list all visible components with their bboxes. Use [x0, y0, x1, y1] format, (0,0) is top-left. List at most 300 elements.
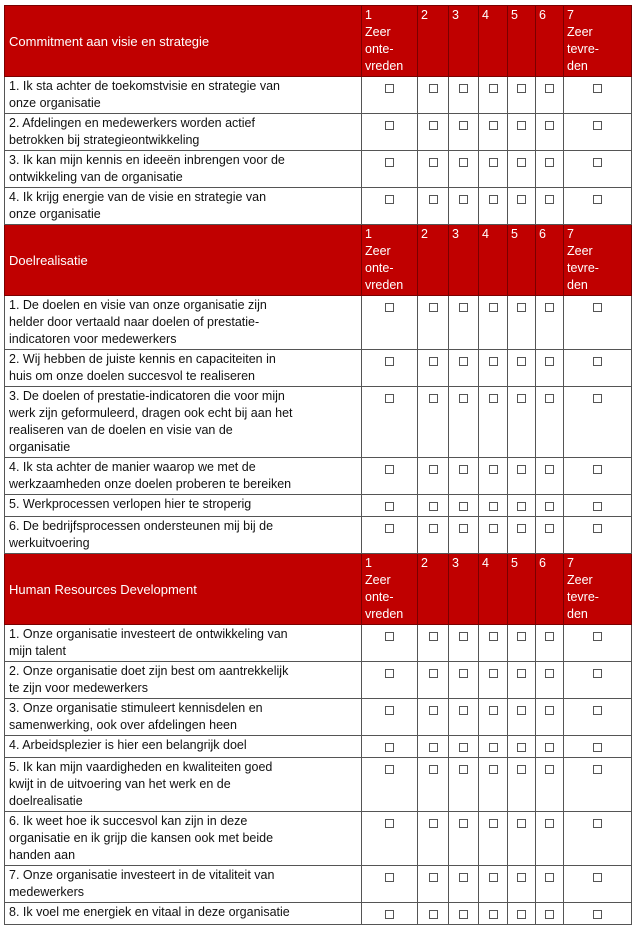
rating-checkbox-5[interactable] [517, 910, 526, 919]
rating-checkbox-5[interactable] [517, 819, 526, 828]
rating-checkbox-1[interactable] [385, 910, 394, 919]
rating-checkbox-6[interactable] [545, 465, 554, 474]
scale-header-line: 4 [482, 8, 489, 22]
scale-header-line: 6 [539, 8, 546, 22]
rating-checkbox-6[interactable] [545, 669, 554, 678]
rating-checkbox-5[interactable] [517, 195, 526, 204]
rating-checkbox-2[interactable] [429, 669, 438, 678]
section-header-row [5, 554, 632, 625]
rating-cell [508, 296, 536, 350]
rating-cell [479, 517, 508, 554]
rating-cell [508, 151, 536, 188]
scale-header-line: 2 [421, 556, 428, 570]
scale-header-2 [418, 554, 449, 625]
question-row [5, 625, 632, 662]
question-text [5, 350, 362, 387]
rating-cell [508, 387, 536, 458]
rating-checkbox-7[interactable] [593, 303, 602, 312]
scale-header-line: Zeer [365, 244, 391, 258]
question-line: organisatie en ik grijp die kansen ook met beide [9, 831, 274, 845]
question-row [5, 296, 632, 350]
rating-cell [418, 625, 449, 662]
rating-cell [564, 77, 632, 114]
rating-checkbox-7[interactable] [593, 394, 602, 403]
question-line: 2. Onze organisatie doet zijn best om aantrekkelijk [9, 664, 289, 678]
question-row [5, 151, 632, 188]
rating-cell [418, 77, 449, 114]
rating-cell [418, 495, 449, 517]
rating-checkbox-1[interactable] [385, 873, 394, 882]
rating-checkbox-7[interactable] [593, 819, 602, 828]
question-text [5, 114, 362, 151]
rating-checkbox-5[interactable] [517, 303, 526, 312]
rating-checkbox-7[interactable] [593, 502, 602, 511]
rating-cell [479, 662, 508, 699]
scale-header-5 [508, 6, 536, 77]
scale-header-line: 7 [567, 227, 574, 241]
rating-checkbox-1[interactable] [385, 632, 394, 641]
rating-checkbox-6[interactable] [545, 743, 554, 752]
rating-checkbox-6[interactable] [545, 158, 554, 167]
rating-cell [536, 151, 564, 188]
rating-checkbox-2[interactable] [429, 121, 438, 130]
scale-header-6 [536, 6, 564, 77]
question-line: 6. Ik weet hoe ik succesvol kan zijn in deze [9, 814, 248, 828]
rating-checkbox-7[interactable] [593, 910, 602, 919]
rating-cell [508, 903, 536, 925]
rating-checkbox-6[interactable] [545, 357, 554, 366]
rating-checkbox-6[interactable] [545, 873, 554, 882]
rating-cell [536, 812, 564, 866]
rating-checkbox-6[interactable] [545, 632, 554, 641]
rating-cell [564, 903, 632, 925]
rating-checkbox-6[interactable] [545, 303, 554, 312]
scale-header-line: 3 [452, 8, 459, 22]
rating-cell [449, 812, 479, 866]
rating-cell [362, 758, 418, 812]
question-text [5, 151, 362, 188]
rating-cell [479, 458, 508, 495]
rating-checkbox-2[interactable] [429, 765, 438, 774]
scale-header-7 [564, 225, 632, 296]
rating-checkbox-7[interactable] [593, 706, 602, 715]
rating-checkbox-5[interactable] [517, 465, 526, 474]
section-title: Commitment aan visie en strategie [5, 6, 362, 77]
rating-checkbox-2[interactable] [429, 743, 438, 752]
question-line: 2. Wij hebben de juiste kennis en capaciteiten in [9, 352, 276, 366]
rating-cell [479, 736, 508, 758]
rating-checkbox-3[interactable] [459, 158, 468, 167]
rating-checkbox-4[interactable] [489, 84, 498, 93]
rating-checkbox-5[interactable] [517, 121, 526, 130]
question-text [5, 758, 362, 812]
rating-checkbox-5[interactable] [517, 394, 526, 403]
rating-cell [362, 188, 418, 225]
rating-cell [362, 699, 418, 736]
rating-checkbox-2[interactable] [429, 357, 438, 366]
rating-cell [449, 758, 479, 812]
rating-checkbox-4[interactable] [489, 357, 498, 366]
rating-checkbox-4[interactable] [489, 669, 498, 678]
rating-cell [508, 77, 536, 114]
scale-header-1 [362, 554, 418, 625]
scale-header-3 [449, 225, 479, 296]
rating-checkbox-3[interactable] [459, 743, 468, 752]
rating-checkbox-1[interactable] [385, 121, 394, 130]
section-header-row [5, 225, 632, 296]
rating-cell [508, 736, 536, 758]
rating-checkbox-1[interactable] [385, 502, 394, 511]
rating-checkbox-4[interactable] [489, 743, 498, 752]
question-text [5, 188, 362, 225]
rating-checkbox-5[interactable] [517, 357, 526, 366]
question-row [5, 495, 632, 517]
rating-cell [536, 495, 564, 517]
scale-header-5 [508, 225, 536, 296]
rating-cell [479, 188, 508, 225]
rating-checkbox-5[interactable] [517, 669, 526, 678]
question-line: 1. Onze organisatie investeert de ontwikkeling van [9, 627, 288, 641]
rating-cell [449, 495, 479, 517]
rating-checkbox-7[interactable] [593, 632, 602, 641]
rating-checkbox-2[interactable] [429, 465, 438, 474]
rating-checkbox-4[interactable] [489, 394, 498, 403]
rating-cell [479, 495, 508, 517]
question-line: 2. Afdelingen en medewerkers worden actief [9, 116, 255, 130]
rating-checkbox-3[interactable] [459, 394, 468, 403]
scale-header-7 [564, 6, 632, 77]
rating-checkbox-2[interactable] [429, 158, 438, 167]
scale-header-line: 5 [511, 227, 518, 241]
rating-cell [536, 296, 564, 350]
rating-cell [362, 517, 418, 554]
question-line: werk zijn geformuleerd, dragen ook echt bij aan het [9, 406, 293, 420]
rating-cell [449, 903, 479, 925]
rating-checkbox-6[interactable] [545, 84, 554, 93]
rating-checkbox-1[interactable] [385, 394, 394, 403]
scale-header-line: tevre- [567, 42, 599, 56]
rating-checkbox-5[interactable] [517, 765, 526, 774]
rating-checkbox-5[interactable] [517, 632, 526, 641]
scale-header-line: 4 [482, 227, 489, 241]
rating-checkbox-6[interactable] [545, 121, 554, 130]
survey-body [5, 6, 632, 925]
rating-checkbox-7[interactable] [593, 524, 602, 533]
question-text [5, 699, 362, 736]
rating-checkbox-3[interactable] [459, 303, 468, 312]
rating-checkbox-2[interactable] [429, 303, 438, 312]
rating-cell [536, 350, 564, 387]
question-line: kwijt in de uitvoering van het werk en de [9, 777, 231, 791]
rating-cell [536, 662, 564, 699]
rating-checkbox-1[interactable] [385, 743, 394, 752]
question-line: samenwerking, ook over afdelingen heen [9, 718, 237, 732]
question-line: organisatie [9, 440, 71, 454]
rating-cell [449, 350, 479, 387]
question-row [5, 458, 632, 495]
question-row [5, 662, 632, 699]
scale-header-line: 7 [567, 8, 574, 22]
question-line: betrokken bij strategieontwikkeling [9, 133, 200, 147]
rating-checkbox-5[interactable] [517, 524, 526, 533]
rating-checkbox-4[interactable] [489, 910, 498, 919]
rating-cell [508, 495, 536, 517]
rating-checkbox-1[interactable] [385, 158, 394, 167]
rating-checkbox-4[interactable] [489, 706, 498, 715]
rating-checkbox-7[interactable] [593, 357, 602, 366]
scale-header-line: tevre- [567, 590, 599, 604]
question-line: helder door vertaald naar doelen of prestatie- [9, 315, 260, 329]
scale-header-2 [418, 225, 449, 296]
rating-checkbox-1[interactable] [385, 357, 394, 366]
rating-checkbox-6[interactable] [545, 706, 554, 715]
rating-cell [479, 812, 508, 866]
rating-checkbox-3[interactable] [459, 84, 468, 93]
question-line: 8. Ik voel me energiek en vitaal in deze organisatie [9, 905, 290, 919]
rating-checkbox-7[interactable] [593, 158, 602, 167]
rating-checkbox-5[interactable] [517, 502, 526, 511]
rating-cell [564, 350, 632, 387]
rating-checkbox-5[interactable] [517, 873, 526, 882]
question-row [5, 699, 632, 736]
scale-header-7 [564, 554, 632, 625]
scale-header-line: 3 [452, 227, 459, 241]
rating-checkbox-1[interactable] [385, 84, 394, 93]
rating-checkbox-6[interactable] [545, 819, 554, 828]
scale-header-6 [536, 554, 564, 625]
scale-header-1 [362, 6, 418, 77]
rating-checkbox-3[interactable] [459, 669, 468, 678]
rating-checkbox-4[interactable] [489, 873, 498, 882]
rating-checkbox-3[interactable] [459, 765, 468, 774]
scale-header-line: vreden [365, 607, 404, 621]
rating-cell [449, 736, 479, 758]
rating-checkbox-6[interactable] [545, 502, 554, 511]
rating-cell [508, 662, 536, 699]
rating-cell [564, 625, 632, 662]
question-text [5, 458, 362, 495]
rating-checkbox-2[interactable] [429, 873, 438, 882]
question-line: realiseren van de doelen en visie van de [9, 423, 233, 437]
rating-cell [418, 517, 449, 554]
question-line: huis om onze doelen succesvol te realiseren [9, 369, 255, 383]
rating-checkbox-7[interactable] [593, 195, 602, 204]
rating-checkbox-2[interactable] [429, 394, 438, 403]
rating-checkbox-1[interactable] [385, 819, 394, 828]
rating-checkbox-6[interactable] [545, 394, 554, 403]
rating-cell [536, 736, 564, 758]
rating-checkbox-2[interactable] [429, 502, 438, 511]
rating-checkbox-3[interactable] [459, 819, 468, 828]
rating-cell [362, 812, 418, 866]
scale-header-line: Zeer [365, 573, 391, 587]
rating-cell [564, 699, 632, 736]
rating-checkbox-6[interactable] [545, 195, 554, 204]
rating-cell [479, 699, 508, 736]
rating-checkbox-4[interactable] [489, 524, 498, 533]
rating-cell [536, 114, 564, 151]
question-line: 4. Ik krijg energie van de visie en strategie van [9, 190, 267, 204]
rating-checkbox-3[interactable] [459, 873, 468, 882]
rating-checkbox-3[interactable] [459, 195, 468, 204]
rating-cell [418, 188, 449, 225]
scale-header-line: Zeer [365, 25, 391, 39]
rating-cell [362, 77, 418, 114]
rating-cell [536, 903, 564, 925]
rating-cell [449, 699, 479, 736]
scale-header-1 [362, 225, 418, 296]
rating-cell [508, 758, 536, 812]
rating-checkbox-4[interactable] [489, 158, 498, 167]
rating-cell [418, 350, 449, 387]
question-text [5, 495, 362, 517]
rating-cell [479, 866, 508, 903]
rating-checkbox-2[interactable] [429, 632, 438, 641]
scale-header-3 [449, 554, 479, 625]
scale-header-line: 2 [421, 8, 428, 22]
question-row [5, 903, 632, 925]
rating-cell [564, 736, 632, 758]
rating-cell [362, 866, 418, 903]
question-line: onze organisatie [9, 96, 101, 110]
question-text [5, 866, 362, 903]
scale-header-line: Zeer [567, 25, 593, 39]
rating-cell [418, 458, 449, 495]
rating-checkbox-2[interactable] [429, 84, 438, 93]
rating-checkbox-3[interactable] [459, 632, 468, 641]
question-line: 4. Ik sta achter de manier waarop we met de [9, 460, 256, 474]
rating-cell [536, 458, 564, 495]
rating-checkbox-4[interactable] [489, 465, 498, 474]
rating-checkbox-6[interactable] [545, 765, 554, 774]
question-line: werkzaamheden onze doelen proberen te bereiken [9, 477, 292, 491]
question-line: 3. Ik kan mijn kennis en ideeën inbrengen voor de [9, 153, 285, 167]
question-row [5, 517, 632, 554]
rating-cell [564, 517, 632, 554]
rating-checkbox-3[interactable] [459, 910, 468, 919]
scale-header-5 [508, 554, 536, 625]
rating-cell [508, 114, 536, 151]
question-row [5, 866, 632, 903]
scale-header-line: vreden [365, 59, 404, 73]
rating-checkbox-7[interactable] [593, 121, 602, 130]
rating-checkbox-3[interactable] [459, 465, 468, 474]
rating-cell [479, 625, 508, 662]
scale-header-line: 1 [365, 8, 372, 22]
question-line: handen aan [9, 848, 76, 862]
rating-checkbox-7[interactable] [593, 873, 602, 882]
rating-checkbox-7[interactable] [593, 669, 602, 678]
rating-checkbox-2[interactable] [429, 910, 438, 919]
rating-cell [536, 625, 564, 662]
rating-checkbox-3[interactable] [459, 502, 468, 511]
scale-header-6 [536, 225, 564, 296]
question-row [5, 387, 632, 458]
rating-checkbox-1[interactable] [385, 303, 394, 312]
rating-checkbox-7[interactable] [593, 765, 602, 774]
rating-cell [449, 151, 479, 188]
rating-cell [508, 517, 536, 554]
scale-header-line: onte- [365, 42, 394, 56]
rating-checkbox-3[interactable] [459, 524, 468, 533]
question-row [5, 736, 632, 758]
scale-header-line: 2 [421, 227, 428, 241]
rating-checkbox-1[interactable] [385, 195, 394, 204]
rating-checkbox-2[interactable] [429, 819, 438, 828]
rating-checkbox-5[interactable] [517, 158, 526, 167]
rating-checkbox-4[interactable] [489, 195, 498, 204]
rating-cell [362, 114, 418, 151]
rating-cell [564, 812, 632, 866]
rating-checkbox-1[interactable] [385, 465, 394, 474]
question-line: 7. Onze organisatie investeert in de vitaliteit van [9, 868, 275, 882]
rating-checkbox-7[interactable] [593, 84, 602, 93]
rating-checkbox-2[interactable] [429, 524, 438, 533]
rating-cell [449, 625, 479, 662]
scale-header-4 [479, 6, 508, 77]
rating-checkbox-1[interactable] [385, 524, 394, 533]
section-title: Human Resources Development [5, 554, 362, 625]
question-line: doelrealisatie [9, 794, 83, 808]
rating-checkbox-4[interactable] [489, 632, 498, 641]
rating-checkbox-4[interactable] [489, 819, 498, 828]
rating-checkbox-2[interactable] [429, 706, 438, 715]
rating-checkbox-3[interactable] [459, 357, 468, 366]
rating-cell [479, 387, 508, 458]
rating-checkbox-3[interactable] [459, 121, 468, 130]
scale-header-line: 5 [511, 8, 518, 22]
rating-checkbox-6[interactable] [545, 910, 554, 919]
rating-cell [449, 296, 479, 350]
question-line: werkuitvoering [9, 536, 90, 550]
rating-checkbox-6[interactable] [545, 524, 554, 533]
rating-checkbox-1[interactable] [385, 706, 394, 715]
rating-checkbox-2[interactable] [429, 195, 438, 204]
rating-checkbox-1[interactable] [385, 669, 394, 678]
rating-checkbox-1[interactable] [385, 765, 394, 774]
rating-checkbox-4[interactable] [489, 121, 498, 130]
rating-checkbox-4[interactable] [489, 303, 498, 312]
rating-cell [449, 662, 479, 699]
rating-cell [479, 903, 508, 925]
rating-checkbox-4[interactable] [489, 502, 498, 511]
rating-checkbox-5[interactable] [517, 743, 526, 752]
scale-header-line: vreden [365, 278, 404, 292]
question-text [5, 903, 362, 925]
rating-checkbox-7[interactable] [593, 743, 602, 752]
rating-checkbox-3[interactable] [459, 706, 468, 715]
rating-checkbox-7[interactable] [593, 465, 602, 474]
question-line: ontwikkeling van de organisatie [9, 170, 183, 184]
rating-cell [418, 812, 449, 866]
scale-header-line: den [567, 278, 588, 292]
question-line: 1. De doelen en visie van onze organisatie zijn [9, 298, 267, 312]
rating-cell [508, 866, 536, 903]
rating-cell [536, 387, 564, 458]
scale-header-line: 4 [482, 556, 489, 570]
scale-header-line: Zeer [567, 573, 593, 587]
rating-checkbox-4[interactable] [489, 765, 498, 774]
rating-cell [418, 699, 449, 736]
rating-checkbox-5[interactable] [517, 84, 526, 93]
rating-checkbox-5[interactable] [517, 706, 526, 715]
scale-header-line: onte- [365, 261, 394, 275]
question-line: 4. Arbeidsplezier is hier een belangrijk doel [9, 738, 247, 752]
rating-cell [564, 758, 632, 812]
question-line: 3. Onze organisatie stimuleert kennisdelen en [9, 701, 263, 715]
rating-cell [536, 77, 564, 114]
rating-cell [564, 114, 632, 151]
